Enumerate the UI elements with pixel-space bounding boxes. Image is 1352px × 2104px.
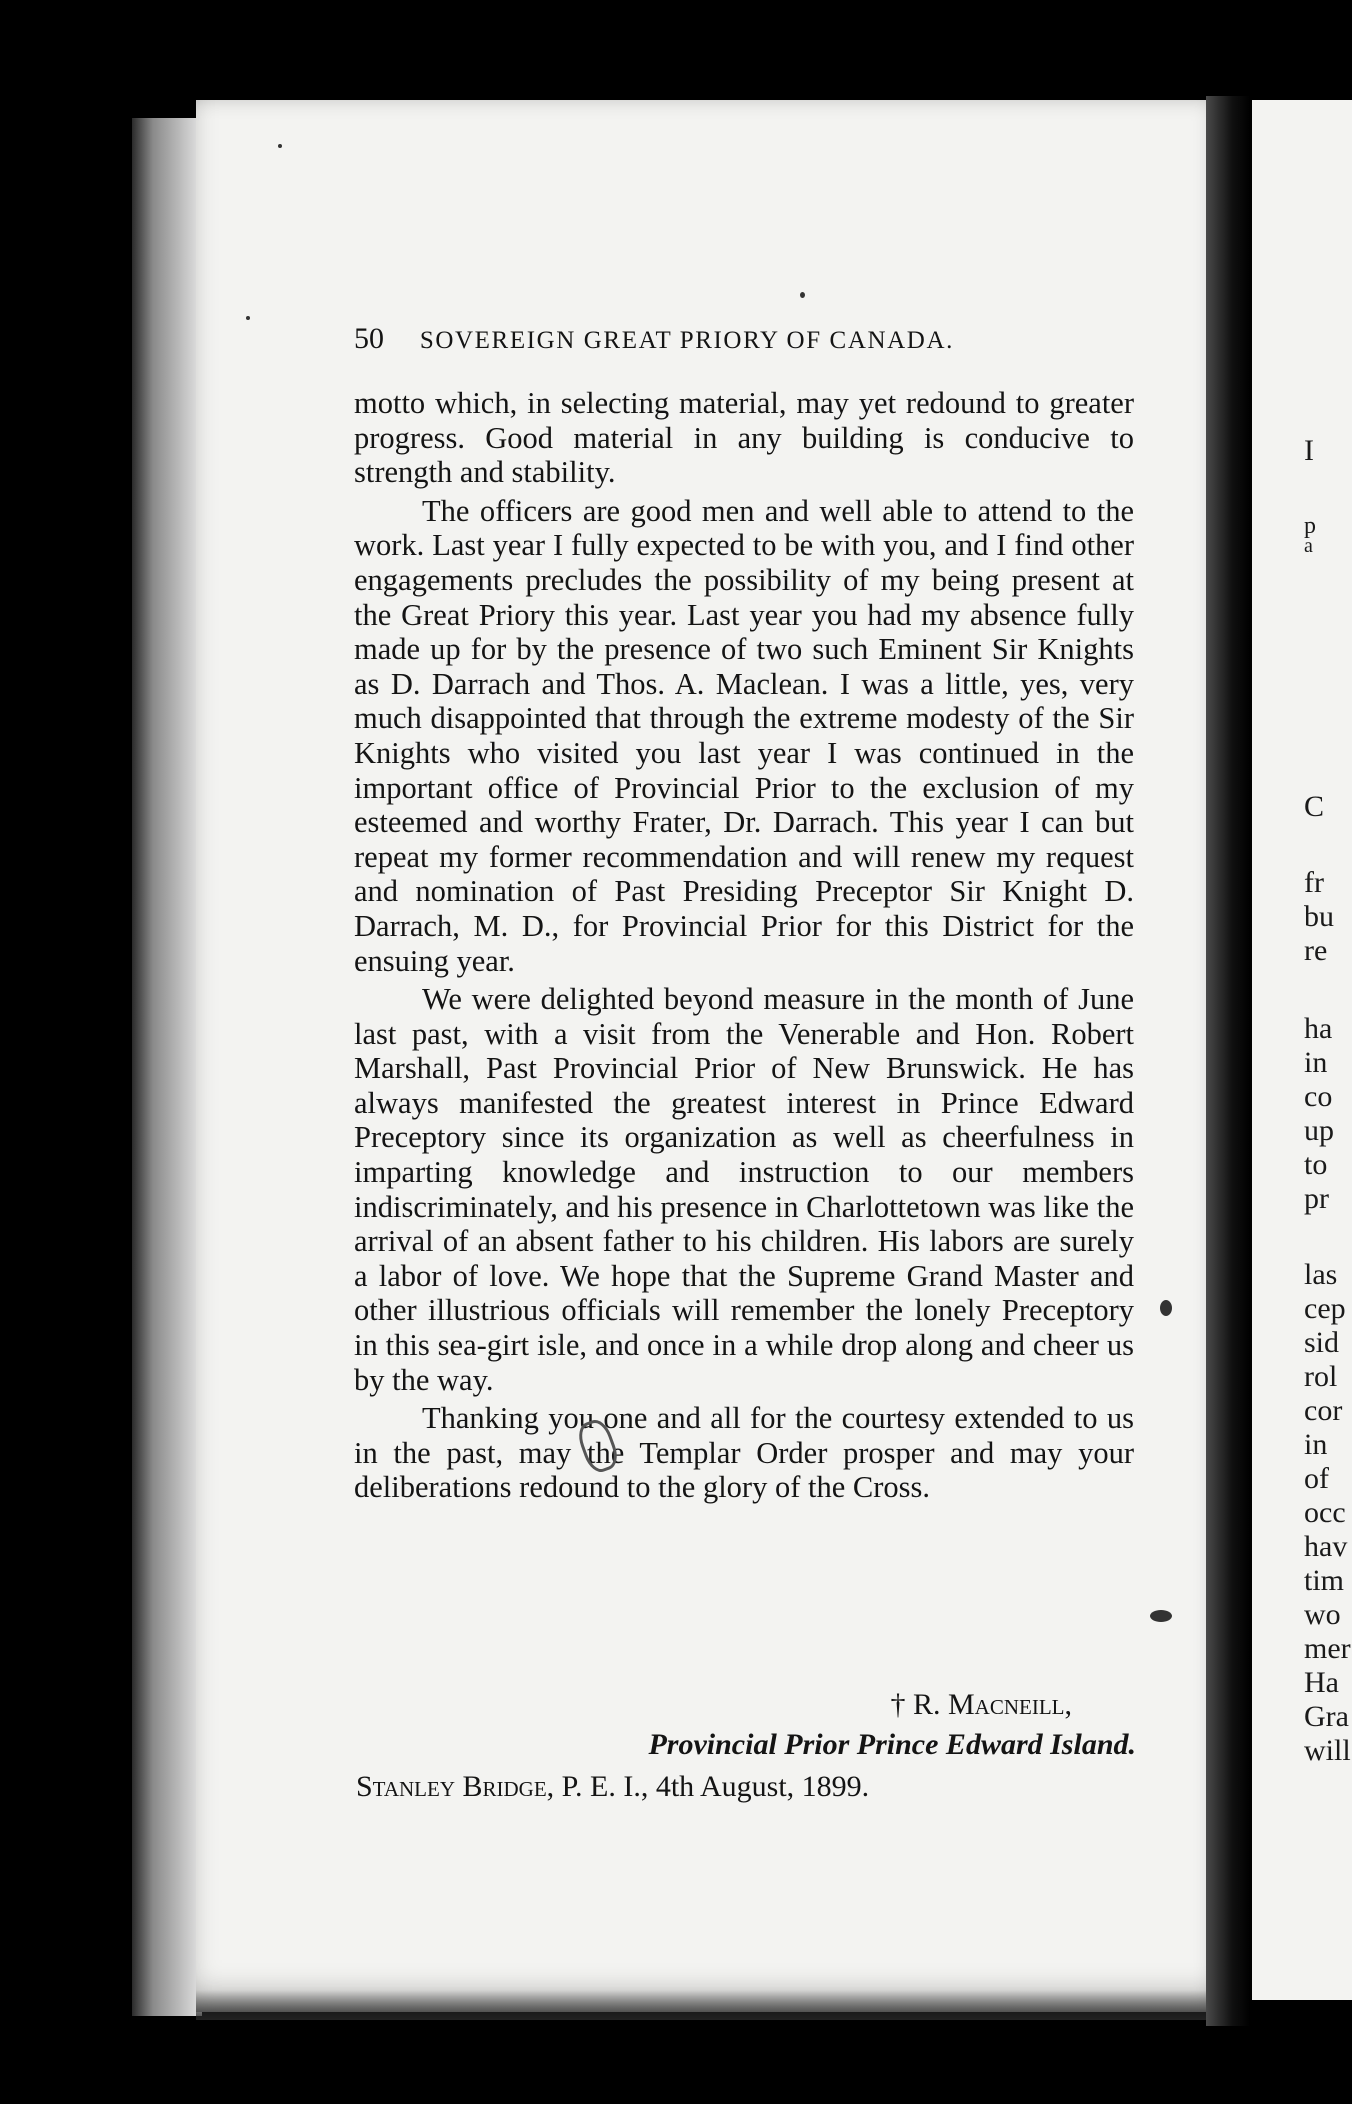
adjacent-page-fragment: pr [1304, 1182, 1329, 1215]
page-bottom-shadow [196, 1990, 1230, 2020]
book-gutter [1206, 96, 1250, 2026]
running-title: SOVEREIGN GREAT PRIORY OF CANADA. [419, 327, 954, 354]
ink-speck [1150, 1610, 1172, 1622]
signatory-title: Provincial Prior Prince Edward Island. [648, 1728, 1136, 1761]
adjacent-page-fragment: ha [1304, 1012, 1333, 1045]
running-header [354, 322, 954, 356]
adjacent-page-fragment: Ha [1304, 1666, 1339, 1699]
adjacent-page-fragment: up [1304, 1114, 1334, 1147]
adjacent-page-fragment: tim [1304, 1564, 1345, 1597]
paragraph: The officers are good men and well able to attend to the work. Last year I fully expected to be with you, and I find other engagements precludes the possibility of my being present at the Great Priory this year. Last year you had my absence fully made up for by the presence of two such Eminent Sir Knights as D. Darrach and Thos. A. Maclean. I was a little, yes, very much disappointed that through the extreme modesty of the Sir Knights who visited you last year I was continued in the important office of Provincial Prior to the exclusion of my esteemed and worthy Frater, Dr. Darrach. This year I can but repeat my former recommendation and will renew my request and nomination of Past Presiding Preceptor Sir Knight D. Darrach, M. D., for Provincial Prior for this District for the ensuing year. [354, 493, 1134, 978]
adjacent-page-fragment: C [1304, 790, 1325, 823]
adjacent-page-fragment: I [1304, 434, 1314, 467]
paragraph: We were delighted beyond measure in the month of June last past, with a visit from the Venerable and Hon. Robert Marshall, Past Provincial Prior of New Brunswick. He has always manifested the greatest interest in Prince Edward Preceptory since its organization as well as cheerfulness in imparting knowledge and instruction to our members indiscriminately, and his presence in Charlottetown was like the arrival of an absent father to his children. His labors are surely a labor of love. We hope that the Supreme Grand Master and other illustrious officials will remember the lonely Preceptory in this sea-girt isle, and once in a while drop along and cheer us by the way. [354, 982, 1134, 1397]
adjacent-page-fragment: bu [1304, 900, 1334, 933]
adjacent-page-fragment: cep [1304, 1292, 1346, 1325]
adjacent-page-fragment: p [1304, 513, 1316, 539]
adjacent-page-fragment: las [1304, 1258, 1338, 1291]
adjacent-page-fragment: fr [1304, 866, 1324, 899]
adjacent-page-fragment: co [1304, 1080, 1333, 1113]
adjacent-page-fragment: of [1304, 1462, 1329, 1495]
signature-block [356, 1685, 1136, 1807]
adjacent-page-fragment: occ [1304, 1496, 1346, 1529]
adjacent-page-fragment: sid [1304, 1326, 1340, 1359]
adjacent-page-fragment: to [1304, 1148, 1328, 1181]
book-binding-edge [132, 118, 202, 2016]
adjacent-page-fragment: in [1304, 1428, 1328, 1461]
body-text [354, 386, 1134, 1505]
adjacent-page-fragment: rol [1304, 1360, 1338, 1393]
adjacent-page-fragment: a [1304, 535, 1313, 557]
adjacent-page-fragment: cor [1304, 1394, 1343, 1427]
adjacent-page-fragment: re [1304, 934, 1328, 967]
ink-speck [800, 292, 805, 298]
signatory-line [356, 1685, 1136, 1725]
adjacent-page-fragment: will [1304, 1734, 1351, 1767]
signatory-name: R. Macneill, [913, 1688, 1072, 1721]
adjacent-page-fragment: Gra [1304, 1700, 1349, 1733]
adjacent-page-fragment: in [1304, 1046, 1328, 1079]
page-number: 50 [354, 322, 384, 355]
adjacent-page-fragment: mer [1304, 1632, 1351, 1665]
adjacent-page-fragment: wo [1304, 1598, 1341, 1631]
adjacent-page-fragment: hav [1304, 1530, 1348, 1563]
cross-symbol: † [890, 1688, 906, 1721]
ink-speck [278, 144, 282, 148]
adjacent-page [1252, 100, 1352, 2000]
paragraph: motto which, in selecting material, may yet redound to greater progress. Good material in any building is conducive to strength and stability. [354, 386, 1134, 490]
ink-speck [1160, 1300, 1172, 1316]
ink-speck [246, 316, 250, 320]
paragraph: Thanking you one and all for the courtesy extended to us in the past, may the Templar Order prosper and may your deliberations redound to the glory of the Cross. [354, 1401, 1134, 1505]
place: Stanley Bridge, P. E. I., [356, 1770, 649, 1803]
date: 4th August, 1899. [655, 1770, 870, 1803]
place-and-date [356, 1767, 1136, 1807]
